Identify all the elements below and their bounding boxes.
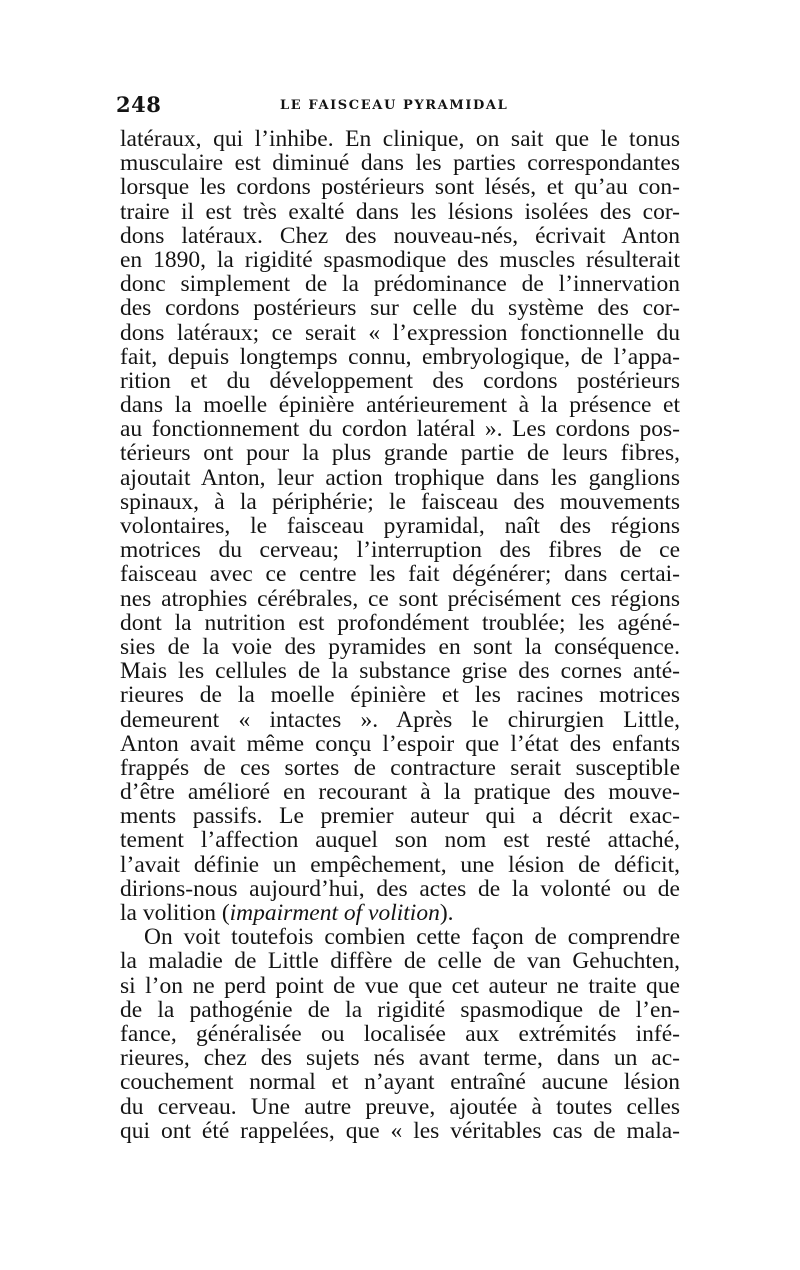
text-line: qui ont été rappelées, que « les véritables cas de mala-	[120, 1117, 680, 1144]
text-line: dans la moelle épinière antérieurement à la présence et	[120, 392, 680, 419]
text-line: volontaires, le faisceau pyramidal, naît des régions	[120, 513, 680, 539]
text-line: dirions-nous aujourd’hui, des actes de la volonté ou de	[120, 875, 680, 902]
text-line: térieurs ont pour la plus grande partie de leurs fibres,	[120, 440, 680, 467]
text-line: sies de la voie des pyramides en sont la conséquence.	[120, 633, 680, 660]
text-line: musculaire est diminué dans les parties correspondantes	[120, 150, 680, 177]
body-text	[120, 127, 680, 1143]
text-line: au fonctionnement du cordon latéral ». Les cordons pos-	[120, 416, 680, 443]
text-line: des cordons postérieurs sur celle du système des cor-	[120, 295, 680, 322]
page-number: 248	[116, 92, 162, 117]
text-line: rieures de la moelle épinière et les racines motrices	[120, 682, 680, 709]
text-line: d’être amélioré en recourant à la pratique des mouve-	[120, 779, 680, 806]
text-line: rition et du développement des cordons postérieurs	[120, 367, 680, 394]
text-line: si l’on ne perd point de vue que cet auteur ne traite que	[120, 972, 680, 999]
text-line: fance, généralisée ou localisée aux extrémités infé-	[120, 1020, 680, 1047]
text-line: nes atrophies cérébrales, ce sont précisément ces régions	[120, 585, 680, 612]
text-segment: la volition (	[120, 900, 230, 926]
text-line: lorsque les cordons postérieurs sont lésés, et qu’au con-	[120, 174, 680, 201]
text-line: dons latéraux. Chez des nouveau-nés, écrivait Anton	[120, 222, 680, 249]
text-line: frappés de ces sortes de contracture serait susceptible	[120, 754, 680, 781]
text-line: l’avait définie un empêchement, une lésion de déficit,	[120, 851, 680, 878]
text-line: de la pathogénie de la rigidité spasmodique de l’en-	[120, 996, 680, 1023]
text-line: ments passifs. Le premier auteur qui a décrit exac-	[120, 803, 680, 830]
text-line: demeurent « intactes ». Après le chirurgien Little,	[120, 706, 680, 733]
text-segment: ).	[439, 900, 454, 926]
text-line: traire il est très exalté dans les lésions isolées des cor-	[120, 198, 680, 225]
text-line: motrices du cerveau; l’interruption des fibres de ce	[120, 537, 680, 564]
italic-phrase: impairment of volition	[229, 900, 440, 926]
text-line: spinaux, à la périphérie; le faisceau des mouvements	[120, 488, 680, 515]
text-line: Anton avait même conçu l’espoir que l’état des enfants	[120, 730, 680, 757]
running-title: LE FAISCEAU PYRAMIDAL	[280, 98, 509, 113]
text-line: dont la nutrition est profondément troublée; les agéné-	[120, 609, 680, 636]
text-line: tement l’affection auquel son nom est resté attaché,	[120, 827, 680, 854]
text-line: rieures, chez des sujets nés avant terme, dans un ac-	[120, 1045, 680, 1072]
text-line: faisceau avec ce centre les fait dégénérer; dans certai-	[120, 561, 680, 588]
text-line: dons latéraux; ce serait « l’expression fonctionnelle du	[120, 319, 680, 346]
text-line: en 1890, la rigidité spasmodique des muscles résulterait	[120, 246, 680, 273]
text-line: la maladie de Little diffère de celle de van Gehuchten,	[120, 948, 680, 975]
text-line: Mais les cellules de la substance grise des cornes anté-	[120, 658, 680, 685]
running-header	[116, 92, 686, 118]
text-line: donc simplement de la prédominance de l’innervation	[120, 271, 680, 298]
text-line: latéraux, qui l’inhibe. En clinique, on sait que le tonus	[120, 126, 680, 152]
text-line: du cerveau. Une autre preuve, ajoutée à toutes celles	[120, 1093, 680, 1120]
text-line: couchement normal et n’ayant entraîné aucune lésion	[120, 1069, 680, 1096]
text-line: ajoutait Anton, leur action trophique dans les ganglions	[120, 464, 680, 491]
paragraph-start-line: On voit toutefois combien cette façon de comprendre	[144, 924, 680, 951]
paragraph-end-line	[120, 901, 680, 925]
text-line: fait, depuis longtemps connu, embryologique, de l’appa-	[120, 343, 680, 370]
